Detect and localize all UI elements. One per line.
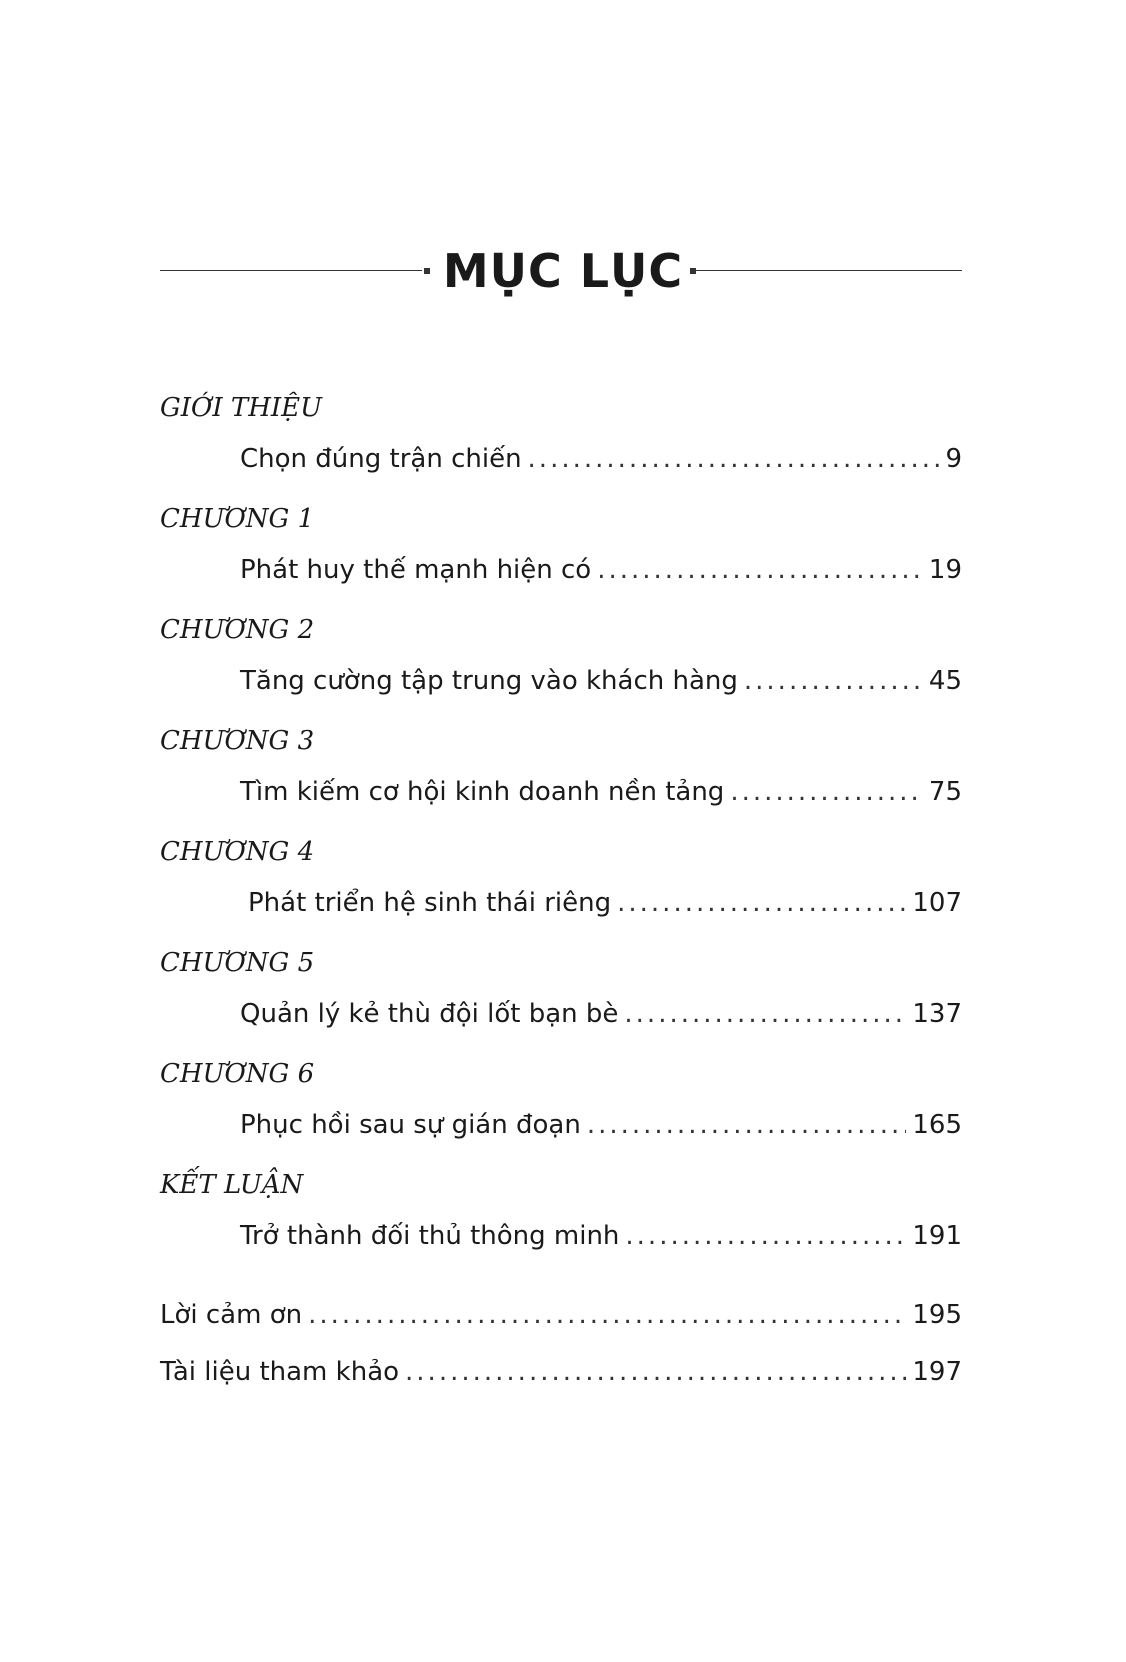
dot-leader [624,999,906,1029]
toc-entry-page: 75 [928,777,962,807]
dot-leader [308,1300,906,1330]
section-heading: KẾT LUẬN [160,1170,304,1200]
toc-entry-page: 197 [912,1357,962,1387]
toc-entry-acknowledgements[interactable] [160,1300,962,1330]
title-block [0,236,1126,306]
toc-entry-label: Tìm kiếm cơ hội kinh doanh nền tảng [240,777,725,807]
dot-leader [528,444,940,474]
toc-entry-page: 191 [912,1221,962,1251]
toc-entry[interactable] [240,777,962,807]
toc-entry-label: Trở thành đối thủ thông minh [240,1221,620,1251]
dot-leader [587,1110,907,1140]
section-heading: CHƯƠNG 1 [160,504,315,534]
toc-entry-page: 195 [912,1300,962,1330]
toc-entry[interactable] [248,888,962,918]
toc-entry-label: Phát huy thế mạnh hiện có [240,555,592,585]
toc-entry-label: Tài liệu tham khảo [160,1357,400,1387]
toc-entry-label: Chọn đúng trận chiến [240,444,522,474]
toc-entry[interactable] [240,1221,962,1251]
toc-entry-page: 19 [928,555,962,585]
dot-leader [405,1357,906,1387]
toc-entry-page: 165 [912,1110,962,1140]
toc-entry-page: 45 [928,666,962,696]
section-heading: CHƯƠNG 5 [160,948,315,978]
toc-entry-label: Tăng cường tập trung vào khách hàng [240,666,738,696]
toc-entry-page: 107 [912,888,962,918]
toc-entry[interactable] [240,1110,962,1140]
dot-leader [617,888,906,918]
title-rule-dot-right [690,268,696,274]
toc-entry-label: Phát triển hệ sinh thái riêng [248,888,612,918]
toc-entry-label: Lời cảm ơn [160,1300,303,1330]
toc-entry[interactable] [240,999,962,1029]
dot-leader [730,777,923,807]
toc-entry[interactable] [240,555,962,585]
dot-leader [597,555,923,585]
dot-leader [744,666,923,696]
toc-entry-label: Phục hồi sau sự gián đoạn [240,1110,581,1140]
toc-entry[interactable] [240,666,962,696]
dot-leader [625,1221,906,1251]
title-rule-right [690,270,962,271]
toc-entry-page: 137 [912,999,962,1029]
section-heading: CHƯƠNG 6 [160,1059,315,1089]
page-title: MỤC LỤC [442,244,684,298]
section-heading: CHƯƠNG 2 [160,615,315,645]
section-heading: CHƯƠNG 4 [160,837,315,867]
toc-entry-references[interactable] [160,1357,962,1387]
toc-entry[interactable] [240,444,962,474]
section-heading: GIỚI THIỆU [160,393,323,423]
toc-entry-label: Quản lý kẻ thù đội lốt bạn bè [240,999,619,1029]
section-heading: CHƯƠNG 3 [160,726,315,756]
toc-entry-page: 9 [945,444,962,474]
